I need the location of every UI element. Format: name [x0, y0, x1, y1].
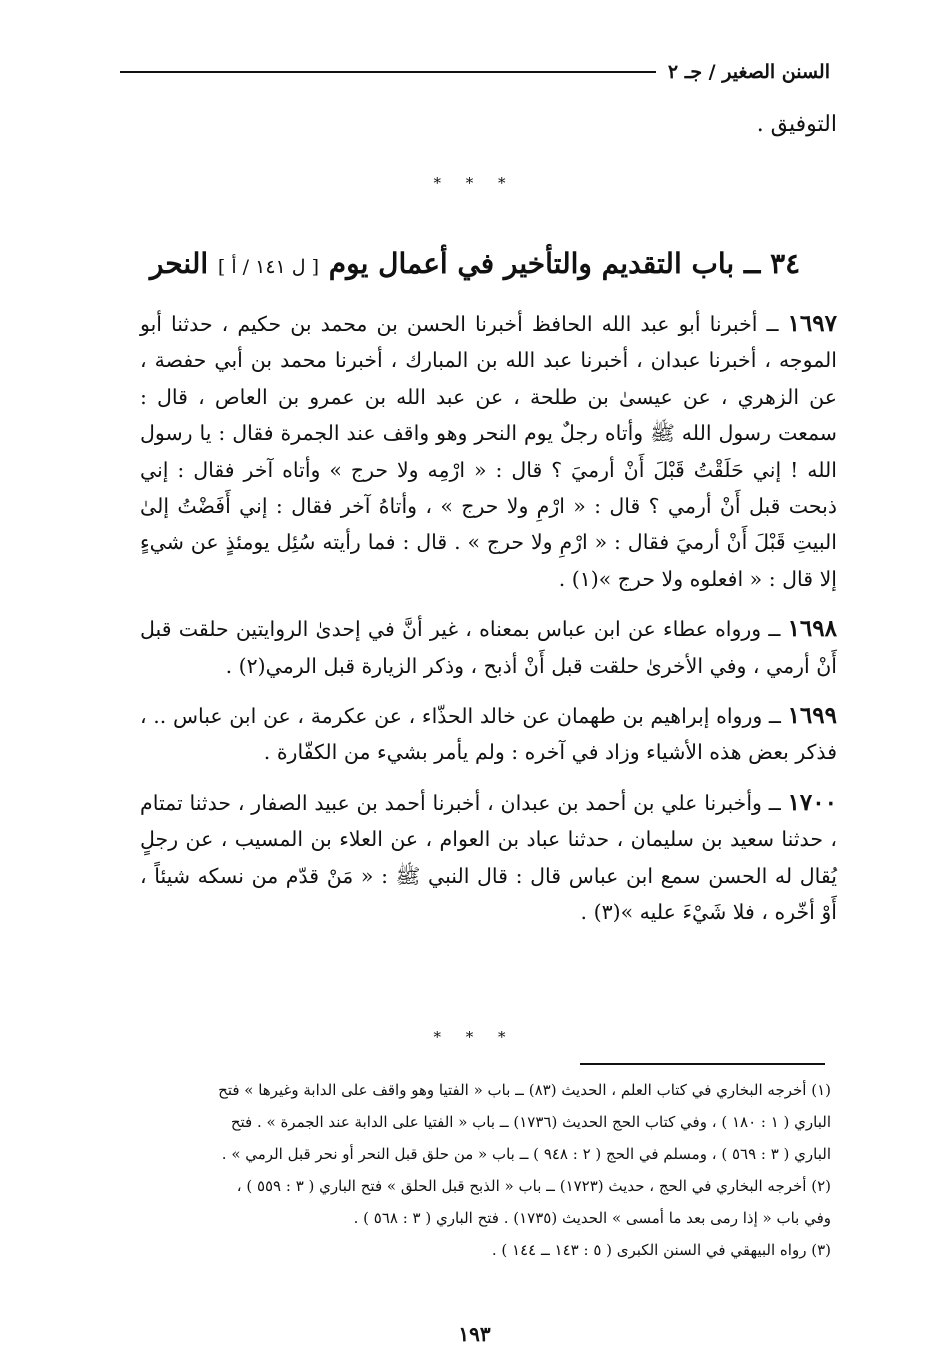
section-separator: * * * [433, 174, 516, 192]
hadith-list [140, 306, 837, 945]
footnote [132, 1234, 837, 1266]
chapter-title: ٣٤ ــ باب التقديم والتأخير في أعمال يوم [328, 247, 801, 280]
manuscript-folio-marker: [ ل ١٤١ / أ ] [217, 256, 320, 278]
footnote [132, 1074, 837, 1170]
footnote-line: الباري ( ٣ : ٥٦٩ ) ، ومسلم في الحج ( ٢ : ٩٤٨ ) ــ باب « من حلق قبل النحر أو نحر قبل الرمي » . [221, 1145, 831, 1163]
footnote-line: الباري ( ١ : ١٨٠ ) ، وفي كتاب الحج الحديث (١٧٣٦) ــ باب « الفتيا على الدابة عند الجمرة » . فتح [230, 1113, 831, 1131]
footnote-rule [580, 1063, 825, 1065]
hadith-number: ١٦٩٨ [787, 615, 837, 643]
footnote-line: وفي باب « إذا رمى بعد ما أمسى » الحديث (١٧٣٥) . فتح الباري ( ٣ : ٥٦٨ ) . [353, 1209, 831, 1227]
running-head [120, 54, 830, 90]
hadith-number: ١٦٩٩ [787, 702, 837, 730]
hadith-paragraph [140, 611, 837, 684]
hadith-number: ١٦٩٧ [787, 310, 837, 337]
footnote-line: (١) أخرجه البخاري في كتاب العلم ، الحديث (٨٣) ــ باب « الفتيا وهو واقف على الدابة وغيرها » فتح [218, 1081, 831, 1099]
running-head-rule [120, 71, 656, 73]
hadith-paragraph [140, 306, 837, 597]
page-number: ١٩٣ [458, 1322, 491, 1346]
hadith-number: ١٧٠٠ [787, 788, 837, 816]
section-separator: * * * [433, 1028, 516, 1046]
footnote [132, 1170, 837, 1234]
hadith-paragraph [140, 785, 837, 931]
chapter-title-end: النحر [149, 247, 209, 280]
hadith-paragraph [140, 698, 837, 771]
footnotes [132, 1074, 837, 1266]
hadith-text: ــ ورواه إبراهيم بن طهمان عن خالد الحذّاء ، عن عكرمة ، عن ابن عباس .. ، فذكر بعض هذه الأشياء وزاد في آخره : ولم يأمر بشيء من الكفّارة . [140, 704, 837, 765]
footnote-line: (٣) رواه البيهقي في السنن الكبرى ( ٥ : ١٤٣ ــ ١٤٤ ) . [491, 1241, 831, 1259]
continuation-text: التوفيق . [756, 112, 837, 137]
hadith-text: ــ أخبرنا أبو عبد الله الحافظ أخبرنا الحسن بن محمد بن حكيم ، حدثنا أبو الموجه ، أخبرنا عبدان ، أخبرنا عبد الله بن المبارك ، أخبرنا محمد بن أبي حفصة ، عن الزهري ، عن عيسىٰ بن طلحة ، عن عبد الله بن عمرو بن العاص ، قال : سمعت رسول الله ﷺ وأتاه رجلٌ يوم النحر وهو واقف عند الجمرة فقال : يا رسول الله ! إني حَلَقْتُ قَبْلَ أَنْ أرميَ ؟ قال : « ارْمِه ولا حرج » وأتاه آخر فقال : إني ذبحت قبل أَنْ أرمي ؟ قال : « ارْمِ ولا حرج » ، وأتاهُ آخر فقال : إني أَفَضْتُ إلىٰ البيتِ قَبْلَ أَنْ أرميَ فقال : « ارْمِ ولا حرج » . قال : فما رأيته سُئِل يومئذٍ عن شيءٍ إلا قال : « افعلوه ولا حرج »(١) . [140, 312, 837, 591]
chapter-heading [120, 244, 830, 287]
running-head-title: السنن الصغير / جـ ٢ [667, 61, 830, 83]
footnote-line: (٢) أخرجه البخاري في الحج ، حديث (١٧٢٣) ــ باب « الذبح قبل الحلق » فتح الباري ( ٣ : ٥٥٩ ) ، [236, 1177, 831, 1195]
hadith-text: ــ ورواه عطاء عن ابن عباس بمعناه ، غير أنَّ في إحدىٰ الروايتين حلقت قبل أَنْ أرمي ، وفي الأخرىٰ حلقت قبل أَنْ أذبح ، وذكر الزيارة قبل الرمي(٢) . [140, 617, 837, 678]
hadith-text: ــ وأخبرنا علي بن أحمد بن عبدان ، أخبرنا أحمد بن عبيد الصفار ، حدثنا تمتام ، حدثنا سعيد بن سليمان ، حدثنا عباد بن العوام ، عن العلاء بن المسيب ، عن رجلٍ يُقال له الحسن سمع ابن عباس قال : قال النبي ﷺ : « مَنْ قدّم من نسكه شيئاً ، أَوْ أخّره ، فلا شَيْءَ عليه »(٣) . [140, 790, 837, 925]
